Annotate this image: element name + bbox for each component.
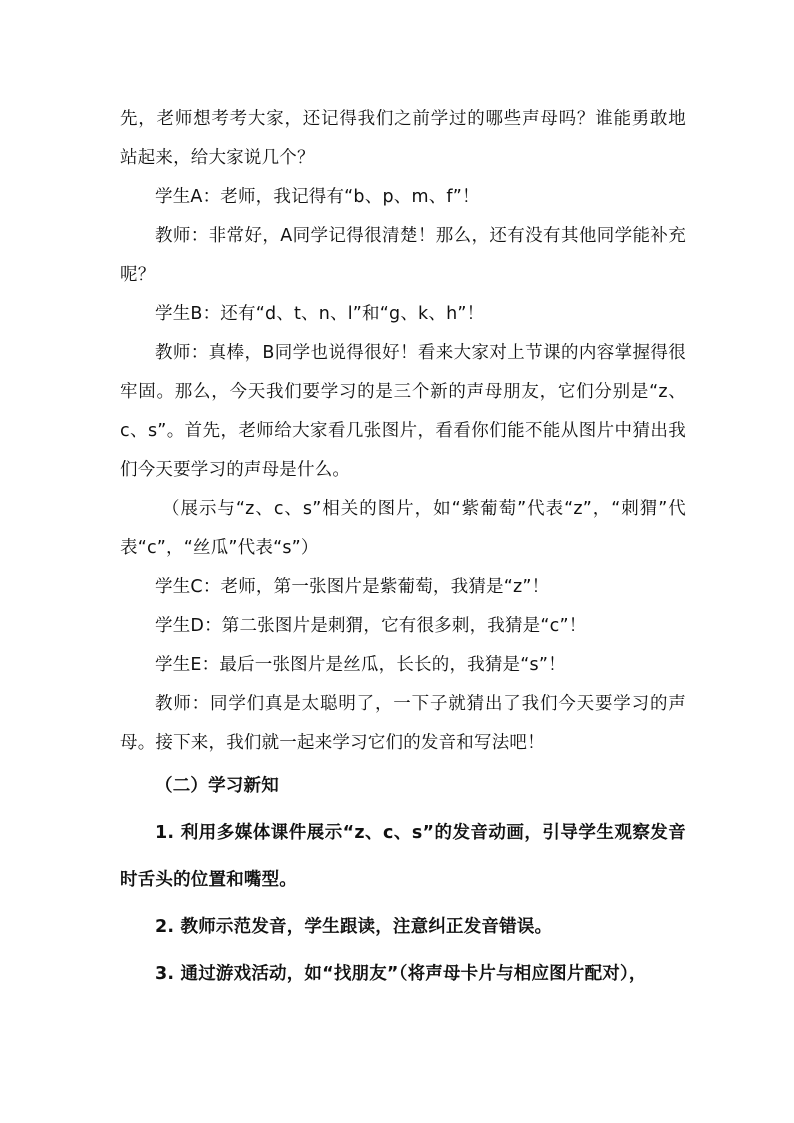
- step-2: 2. 教师示范发音，学生跟读，注意纠正发音错误。: [155, 917, 553, 937]
- step-3: 3. 通过游戏活动，如“找朋友”（将声母卡片与相应图片配对），: [155, 964, 647, 984]
- paragraph-image-note: （展示与“z、c、s”相关的图片，如“紫葡萄”代表“z”，“刺猬”代表“c”，“丝瓜”代表“s”）: [120, 499, 686, 558]
- step-1: 1. 利用多媒体课件展示“z、c、s”的发音动画，引导学生观察发音时舌头的位置和嘴型。: [120, 823, 686, 890]
- paragraph-student-e: 学生E：最后一张图片是丝瓜，长长的，我猜是“s”！: [155, 655, 566, 675]
- paragraph-teacher-1: 教师：非常好，A同学记得很清楚！那么，还有没有其他同学能补充呢？: [120, 226, 686, 285]
- section-heading: （二）学习新知: [155, 776, 279, 796]
- paragraph-intro: 先，老师想考考大家，还记得我们之前学过的哪些声母吗？谁能勇敢地站起来，给大家说几个？: [120, 109, 686, 168]
- paragraph-teacher-2: 教师：真棒，B同学也说得很好！看来大家对上节课的内容掌握得很牢固。那么，今天我们要学习的是三个新的声母朋友，它们分别是“z、c、s”。首先，老师给大家看几张图片，看看你们能不能从图片中猜出我们今天要学习的声母是什么。: [120, 343, 686, 480]
- paragraph-student-b: 学生B：还有“d、t、n、l”和“g、k、h”！: [155, 304, 485, 324]
- paragraph-student-c: 学生C：老师，第一张图片是紫葡萄，我猜是“z”！: [155, 577, 550, 597]
- paragraph-teacher-3: 教师：同学们真是太聪明了，一下子就猜出了我们今天要学习的声母。接下来，我们就一起来学习它们的发音和写法吧！: [120, 694, 686, 753]
- paragraph-student-a: 学生A：老师，我记得有“b、p、m、f”！: [155, 187, 480, 207]
- paragraph-student-d: 学生D：第二张图片是刺猬，它有很多刺，我猜是“c”！: [155, 616, 587, 636]
